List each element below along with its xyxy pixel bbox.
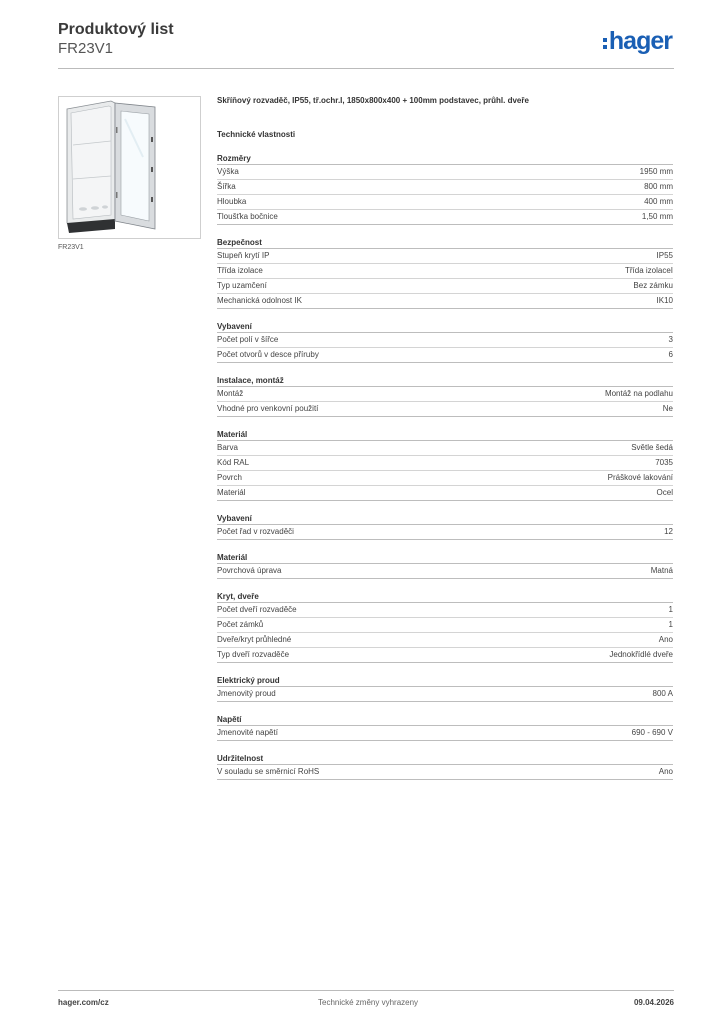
spec-label: Vhodné pro venkovní použití <box>217 404 319 413</box>
spec-label: Počet zámků <box>217 620 264 629</box>
spec-value: 800 A <box>652 689 673 698</box>
spec-group-title: Kryt, dveře <box>217 591 673 603</box>
spec-group-title: Instalace, montáž <box>217 375 673 387</box>
spec-rows <box>217 249 673 309</box>
spec-row <box>217 348 673 363</box>
page-footer <box>58 998 674 1010</box>
spec-label: Počet otvorů v desce příruby <box>217 350 319 359</box>
spec-group-title: Udržitelnost <box>217 753 673 765</box>
spec-value: 3 <box>668 335 673 344</box>
spec-group-title: Bezpečnost <box>217 237 673 249</box>
spec-label: Hloubka <box>217 197 247 206</box>
logo-text: hager <box>608 27 672 55</box>
spec-row <box>217 249 673 264</box>
spec-value: 1,50 mm <box>641 212 673 221</box>
spec-label: Dveře/kryt průhledné <box>217 635 292 644</box>
spec-row <box>217 387 673 402</box>
spec-group-title: Materiál <box>217 429 673 441</box>
spec-label: Tloušťka bočnice <box>217 212 278 221</box>
spec-value: IP55 <box>656 251 673 260</box>
spec-group <box>217 153 673 225</box>
footer-date: 09.04.2026 <box>633 998 674 1007</box>
spec-value: Ano <box>658 635 673 644</box>
spec-label: Výška <box>217 167 239 176</box>
spec-row <box>217 648 673 663</box>
spec-row <box>217 726 673 741</box>
spec-group-title: Materiál <box>217 552 673 564</box>
spec-rows <box>217 687 673 702</box>
spec-row <box>217 264 673 279</box>
product-description: Skříňový rozvaděč, IP55, tř.ochr.I, 1850x800x400 + 100mm podstavec, průhl. dveře <box>217 96 529 105</box>
spec-row <box>217 687 673 702</box>
spec-row <box>217 402 673 417</box>
spec-value: Světle šedá <box>631 443 673 452</box>
spec-label: Šířka <box>217 182 236 191</box>
spec-row <box>217 180 673 195</box>
spec-label: Počet polí v šířce <box>217 335 279 344</box>
spec-value: 1950 mm <box>639 167 673 176</box>
spec-rows <box>217 603 673 663</box>
spec-row <box>217 765 673 780</box>
footer-divider <box>58 990 674 991</box>
spec-group <box>217 591 673 663</box>
spec-group-title: Rozměry <box>217 153 673 165</box>
spec-value: 690 - 690 V <box>631 728 673 737</box>
spec-value: 400 mm <box>644 197 673 206</box>
spec-rows <box>217 564 673 579</box>
spec-label: Stupeň krytí IP <box>217 251 270 260</box>
spec-label: Povrchová úprava <box>217 566 282 575</box>
spec-group <box>217 513 673 540</box>
spec-label: Kód RAL <box>217 458 250 467</box>
spec-content <box>217 95 673 780</box>
spec-group <box>217 552 673 579</box>
hager-logo <box>603 26 672 56</box>
spec-row <box>217 525 673 540</box>
spec-value: Montáž na podlahu <box>604 389 673 398</box>
spec-label: Jmenovité napětí <box>217 728 278 737</box>
spec-value: 800 mm <box>644 182 673 191</box>
spec-label: Počet dveří rozvaděče <box>217 605 297 614</box>
spec-value: IK10 <box>656 296 673 305</box>
footer-note: Technické změny vyhrazeny <box>318 998 419 1007</box>
product-image <box>58 96 201 239</box>
spec-group-title: Vybavení <box>217 513 673 525</box>
spec-row <box>217 165 673 180</box>
spec-group <box>217 753 673 780</box>
spec-label: Mechanická odolnost IK <box>217 296 302 305</box>
spec-value: 1 <box>668 620 673 629</box>
spec-group <box>217 237 673 309</box>
spec-value: Jednokřídlé dveře <box>609 650 673 659</box>
spec-rows <box>217 765 673 780</box>
spec-label: Montáž <box>217 389 244 398</box>
spec-rows <box>217 333 673 363</box>
spec-row <box>217 441 673 456</box>
footer-website: hager.com/cz <box>58 998 109 1007</box>
spec-group <box>217 675 673 702</box>
spec-rows <box>217 387 673 417</box>
spec-row <box>217 486 673 501</box>
spec-label: V souladu se směrnicí RoHS <box>217 767 320 776</box>
spec-row <box>217 633 673 648</box>
spec-value: 12 <box>664 527 673 536</box>
spec-value: Práškové lakování <box>607 473 673 482</box>
spec-value: 1 <box>668 605 673 614</box>
product-code: FR23V1 <box>58 40 114 57</box>
spec-group <box>217 429 673 501</box>
spec-row <box>217 618 673 633</box>
spec-row <box>217 603 673 618</box>
spec-label: Třída izolace <box>217 266 263 275</box>
spec-label: Barva <box>217 443 238 452</box>
spec-row <box>217 294 673 309</box>
spec-row <box>217 333 673 348</box>
spec-label: Jmenovitý proud <box>217 689 276 698</box>
spec-value: Bez zámku <box>633 281 673 290</box>
spec-label: Typ uzamčení <box>217 281 267 290</box>
spec-rows <box>217 165 673 225</box>
spec-rows <box>217 726 673 741</box>
spec-row <box>217 471 673 486</box>
spec-row <box>217 456 673 471</box>
spec-label: Materiál <box>217 488 246 497</box>
spec-value: Ne <box>662 404 673 413</box>
spec-rows <box>217 441 673 501</box>
spec-row <box>217 564 673 579</box>
page-title: Produktový list <box>58 21 174 38</box>
cabinet-illustration <box>59 97 200 238</box>
technical-properties-heading: Technické vlastnosti <box>217 130 296 139</box>
spec-groups <box>217 153 673 780</box>
spec-group-title: Elektrický proud <box>217 675 673 687</box>
spec-group-title: Napětí <box>217 714 673 726</box>
spec-group-title: Vybavení <box>217 321 673 333</box>
spec-value: 7035 <box>655 458 673 467</box>
spec-row <box>217 279 673 294</box>
spec-group <box>217 714 673 741</box>
spec-label: Povrch <box>217 473 242 482</box>
image-caption: FR23V1 <box>58 244 84 251</box>
spec-rows <box>217 525 673 540</box>
spec-value: Ano <box>658 767 673 776</box>
spec-value: Třída izolaceI <box>624 266 673 275</box>
logo-mark-icon <box>603 38 607 49</box>
spec-label: Počet řad v rozvaděči <box>217 527 294 536</box>
spec-group <box>217 321 673 363</box>
spec-row <box>217 210 673 225</box>
spec-value: Matná <box>650 566 673 575</box>
spec-row <box>217 195 673 210</box>
spec-value: 6 <box>668 350 673 359</box>
page-header <box>58 20 674 68</box>
spec-group <box>217 375 673 417</box>
spec-label: Typ dveří rozvaděče <box>217 650 290 659</box>
spec-value: Ocel <box>656 488 673 497</box>
header-divider <box>58 68 674 69</box>
